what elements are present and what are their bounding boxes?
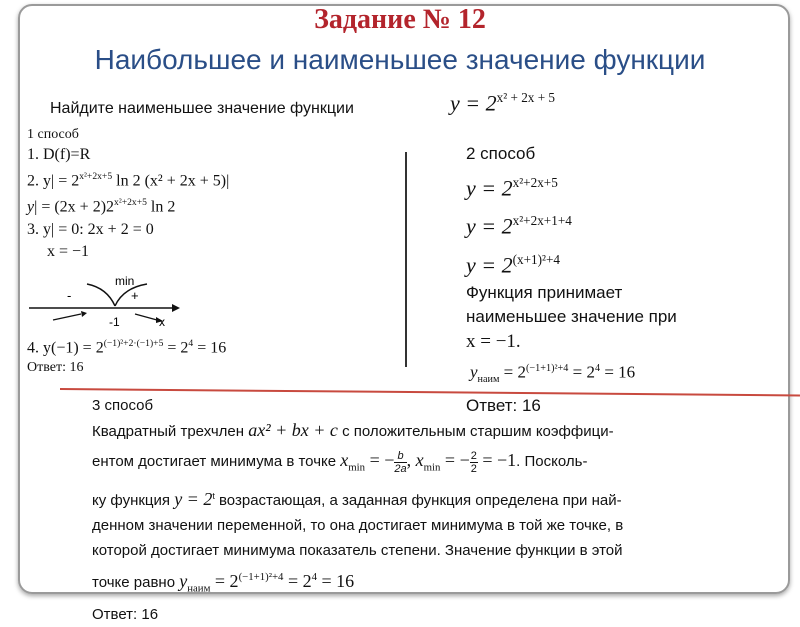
- method-2-heading: 2 способ: [466, 144, 536, 163]
- method-1-step-2: 2. $y| = 2^{x^2+2x+5}$ ln 2 (x² + 2x + 5)|: [27, 171, 230, 190]
- method-3-line-6: точке равно $y_{наим} = 2^{(-1+1)^2+4} = 2^4 = 16$: [92, 570, 355, 595]
- method-1-step-3-x: x = −1: [47, 242, 90, 260]
- diagram-arrow-left: [53, 314, 81, 320]
- diagram-minus: -: [67, 288, 72, 303]
- method-3-line-4: денном значении переменной, то она достигает минимума в той же точке, в: [92, 516, 624, 534]
- fraction-b-over-2a: $\frac{b}{2a}$: [394, 449, 407, 475]
- diagram-arrow-right: [135, 314, 157, 320]
- method-2-result: $y_{наим} = 2^{(-1+1)^2+4} = 2^4 = 16$: [470, 362, 636, 386]
- diagram-axis-arrow: [172, 304, 180, 312]
- method-1: [27, 126, 367, 263]
- diagram-arrow-left-head: [81, 311, 87, 317]
- method-2-formula-2: $y = 2^{x^2+2x+1+4}$: [466, 213, 572, 239]
- method-3-line-3: ку функция $y = 2^t$ возрастающая, а заданная функция определена при най-: [92, 488, 622, 509]
- method-1-step-3: 3. y| = 0: 2x + 2 = 0: [27, 220, 154, 238]
- task-text: Найдите наименьшее значение функции: [50, 100, 354, 117]
- method-3-line-5: которой достигает минимума показатель степени. Значение функции в этой: [92, 541, 623, 559]
- method-1-step-1: 1. D(f)=R: [27, 146, 91, 163]
- method-3: [92, 393, 752, 627]
- method-1-step-4: 4. $y(-1) = 2^{(-1)^2+2\cdot(-1)+5} = 2^4 = 16$: [27, 338, 227, 357]
- method-2-text-1: Функция принимает: [466, 282, 623, 302]
- method-2-x-value: x = −1.: [466, 330, 521, 352]
- diagram-point: -1: [109, 315, 120, 329]
- method-3-line-2: ентом достигает минимума в точке $x_{min}$ = − $\frac{b}{2a}$ , $x_{min}$ = − $\frac{2}{2}$ = −1. Посколь-: [92, 449, 588, 475]
- method-3-answer: Ответ: 16: [92, 606, 159, 624]
- method-3-heading: 3 способ: [92, 397, 154, 414]
- vertical-divider: [405, 152, 407, 367]
- diagram-plus: +: [131, 288, 139, 303]
- fraction-2-over-2: $\frac{2}{2}$: [470, 449, 477, 475]
- slide-subtitle: Наибольшее и наименьшее значение функции: [94, 44, 706, 75]
- method-1-answer: Ответ: 16: [27, 360, 84, 375]
- diagram-axis-label: x: [159, 315, 165, 329]
- method-2: [466, 142, 786, 418]
- task-formula: $y = 2^{x^2 + 2x + 5}$: [450, 90, 556, 116]
- method-3-line-1: Квадратный трехчлен ax² + bx + c с положительным старшим коэффици-: [92, 420, 614, 440]
- diagram-left-curve: [87, 284, 115, 306]
- method-1-heading: 1 способ: [27, 127, 79, 142]
- method-2-formula-1: $y = 2^{x^2+2x+5}$: [466, 175, 558, 201]
- sign-diagram: [27, 272, 207, 334]
- diagram-min-label: min: [115, 274, 135, 288]
- method-1-step-2b: $y| = (2x + 2)2^{x^2+2x+5}$ ln 2: [27, 197, 176, 216]
- method-2-text-2: наименьшее значение при: [466, 306, 677, 326]
- slide-title: Задание № 12: [314, 4, 486, 35]
- method-2-answer: Ответ: 16: [466, 396, 541, 416]
- method-2-formula-3: $y = 2^{(x+1)^2+4}$: [466, 251, 561, 277]
